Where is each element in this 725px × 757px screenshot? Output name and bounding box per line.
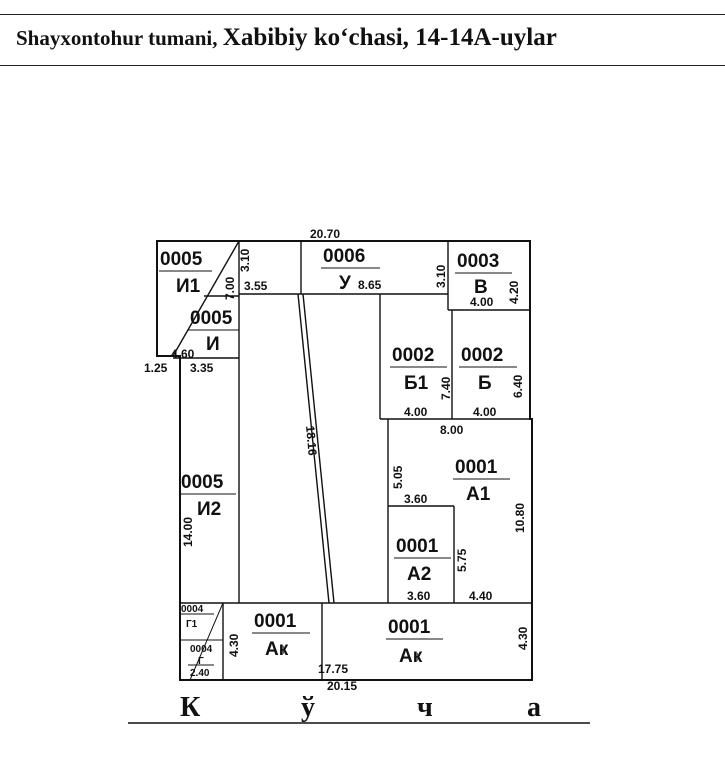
- street-letter-1: К: [180, 692, 201, 723]
- dim-17-75: 17.75: [318, 662, 349, 676]
- dim-4-20: 4.20: [507, 280, 521, 304]
- lot-b-code: Б: [478, 373, 492, 394]
- dim-3-55: 3.55: [244, 279, 268, 293]
- dim-20-15: 20.15: [327, 679, 358, 693]
- lot-v-number: 0003: [457, 251, 500, 272]
- lot-g: [190, 644, 213, 667]
- dim-4-00-b1: 4.00: [404, 405, 428, 419]
- lot-i2-code: И2: [197, 499, 222, 520]
- dim-7-40: 7.40: [439, 376, 453, 400]
- lot-v-code: В: [474, 277, 488, 298]
- lot-ak-left-code: Аҝ: [265, 639, 289, 660]
- lot-ak-right-number: 0001: [388, 617, 431, 638]
- lot-ak-right: [386, 617, 443, 667]
- lot-b: [459, 345, 517, 394]
- lot-ak-right-code: Аҝ: [399, 646, 423, 667]
- lot-a1: [453, 457, 510, 505]
- lot-b1-number: 0002: [392, 345, 435, 366]
- street-letter-2: ў: [301, 692, 315, 723]
- dim-3-10-left: 3.10: [238, 248, 252, 272]
- lot-i1-number: 0005: [160, 249, 203, 270]
- lot-i: [188, 308, 239, 355]
- dim-3-35: 3.35: [190, 361, 214, 375]
- dim-3-60-bottom: 3.60: [407, 589, 431, 603]
- dim-4-00-b: 4.00: [473, 405, 497, 419]
- lot-a2-number: 0001: [396, 536, 439, 557]
- dim-10-80: 10.80: [513, 502, 527, 533]
- dim-2-40: 2.40: [190, 668, 210, 679]
- lot-ak-left: [252, 611, 310, 660]
- lot-g1: [181, 604, 204, 630]
- lot-g-code: Г: [198, 656, 204, 667]
- dim-3-60-top: 3.60: [404, 492, 428, 506]
- dim-top-width: 20.70: [310, 227, 341, 241]
- dim-18-16: 18.16: [303, 425, 320, 457]
- dim-4-00-v: 4.00: [470, 295, 494, 309]
- dim-8-00: 8.00: [440, 423, 464, 437]
- lot-v: [455, 251, 512, 298]
- lot-g1-code: Г1: [186, 619, 198, 630]
- title-district: Shayxontohur tumani,: [16, 26, 223, 50]
- dim-6-40: 6.40: [511, 374, 525, 398]
- lot-b-number: 0002: [461, 345, 504, 366]
- lot-i-code: И: [206, 334, 220, 355]
- dim-4-30-right: 4.30: [516, 626, 530, 650]
- dim-4-60: 4.60: [171, 347, 195, 361]
- lot-ak-left-number: 0001: [254, 611, 297, 632]
- dim-14-00: 14.00: [181, 516, 195, 547]
- dim-7-00: 7.00: [223, 276, 237, 300]
- dim-1-25: 1.25: [144, 361, 168, 375]
- lot-a1-code: А1: [466, 484, 491, 505]
- street-letter-3: ч: [417, 692, 433, 723]
- lot-a2-code: А2: [407, 564, 432, 585]
- lot-i-number: 0005: [190, 308, 233, 329]
- lot-a1-number: 0001: [455, 457, 498, 478]
- dim-5-75: 5.75: [455, 548, 469, 572]
- lot-u-code: У: [339, 273, 351, 294]
- lot-a2: [394, 536, 451, 585]
- dim-3-10-right: 3.10: [434, 264, 448, 288]
- street-letter-4: а: [527, 692, 541, 723]
- lot-u-dimension: 8.65: [358, 278, 382, 292]
- lot-i2-number: 0005: [181, 472, 224, 493]
- lot-g1-number: 0004: [181, 604, 204, 615]
- lot-i1: [159, 249, 212, 297]
- dim-4-40: 4.40: [469, 589, 493, 603]
- lot-b1-code: Б1: [404, 373, 429, 394]
- lot-i1-code: И1: [176, 276, 201, 297]
- lot-g-number: 0004: [190, 644, 213, 655]
- dim-4-30-left: 4.30: [227, 633, 241, 657]
- lot-u: [321, 246, 382, 294]
- dim-5-05: 5.05: [391, 465, 405, 489]
- title-street: Xabibiy ko‘chasi, 14-14A-uylar: [222, 24, 557, 51]
- lot-i2: [180, 472, 236, 520]
- lot-u-number: 0006: [323, 246, 366, 267]
